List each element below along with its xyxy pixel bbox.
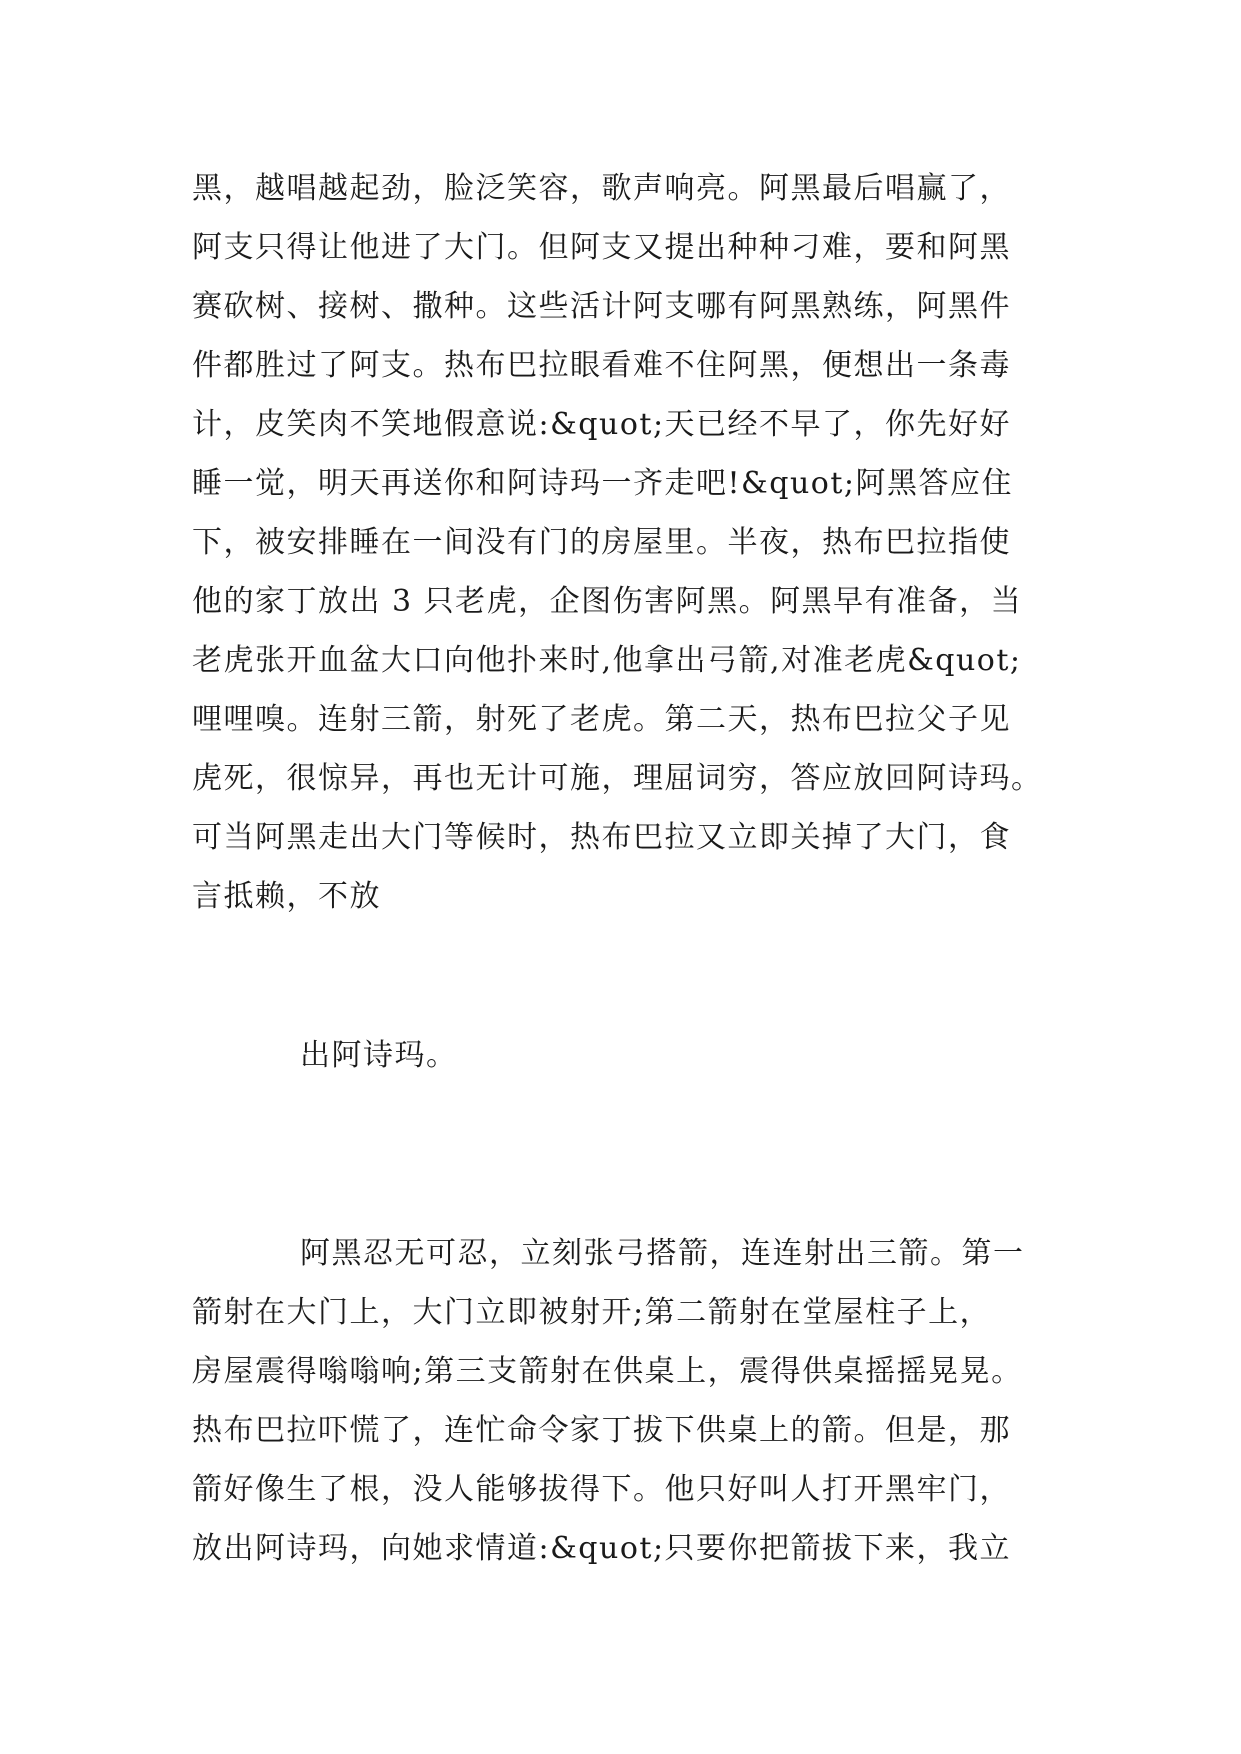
- text-line: 老虎张开血盆大口向他扑来时,他拿出弓箭,对准老虎&quot;: [192, 643, 1022, 678]
- text-line: 虎死，很惊异，再也无计可施，理屈词穷，答应放回阿诗玛。: [192, 761, 1043, 796]
- text-line: 阿黑忍无可忍，立刻张弓搭箭，连连射出三箭。第一: [300, 1236, 1025, 1271]
- text-line: 热布巴拉吓慌了，连忙命令家丁拔下供桌上的箭。但是，那: [192, 1413, 1011, 1448]
- text-line: 箭好像生了根，没人能够拔得下。他只好叫人打开黑牢门，: [192, 1472, 1011, 1507]
- text-line: 件都胜过了阿支。热布巴拉眼看难不住阿黑，便想出一条毒: [192, 348, 1011, 383]
- text-line: 可当阿黑走出大门等候时，热布巴拉又立即关掉了大门，食: [192, 820, 1011, 855]
- text-line: 下，被安排睡在一间没有门的房屋里。半夜，热布巴拉指使: [192, 525, 1011, 560]
- paragraph-1: [192, 159, 1072, 926]
- text-line: 睡一觉，明天再送你和阿诗玛一齐走吧!&quot;阿黑答应住: [192, 466, 1014, 501]
- text-line: 阿支只得让他进了大门。但阿支又提出种种刁难，要和阿黑: [192, 230, 1011, 265]
- text-line: 计，皮笑肉不笑地假意说:&quot;天已经不早了，你先好好: [192, 407, 1012, 442]
- paragraph-2: [192, 1026, 1072, 1085]
- text-line: 黑，越唱越起劲，脸泛笑容，歌声响亮。阿黑最后唱赢了，: [192, 171, 1011, 206]
- text-line: 言抵赖，不放: [192, 879, 381, 914]
- text-line: 出阿诗玛。: [300, 1038, 458, 1073]
- text-line: 房屋震得嗡嗡响;第三支箭射在供桌上，震得供桌摇摇晃晃。: [192, 1354, 1023, 1389]
- text-line: 放出阿诗玛，向她求情道:&quot;只要你把箭拔下来，我立: [192, 1531, 1012, 1566]
- text-line: 赛砍树、接树、撒种。这些活计阿支哪有阿黑熟练，阿黑件: [192, 289, 1011, 324]
- text-line: 哩哩嗅。连射三箭，射死了老虎。第二天，热布巴拉父子见: [192, 702, 1011, 737]
- text-line: 他的家丁放出 3 只老虎，企图伤害阿黑。阿黑早有准备，当: [192, 584, 1023, 619]
- paragraph-3: [192, 1224, 1072, 1578]
- text-line: 箭射在大门上，大门立即被射开;第二箭射在堂屋柱子上，: [192, 1295, 992, 1330]
